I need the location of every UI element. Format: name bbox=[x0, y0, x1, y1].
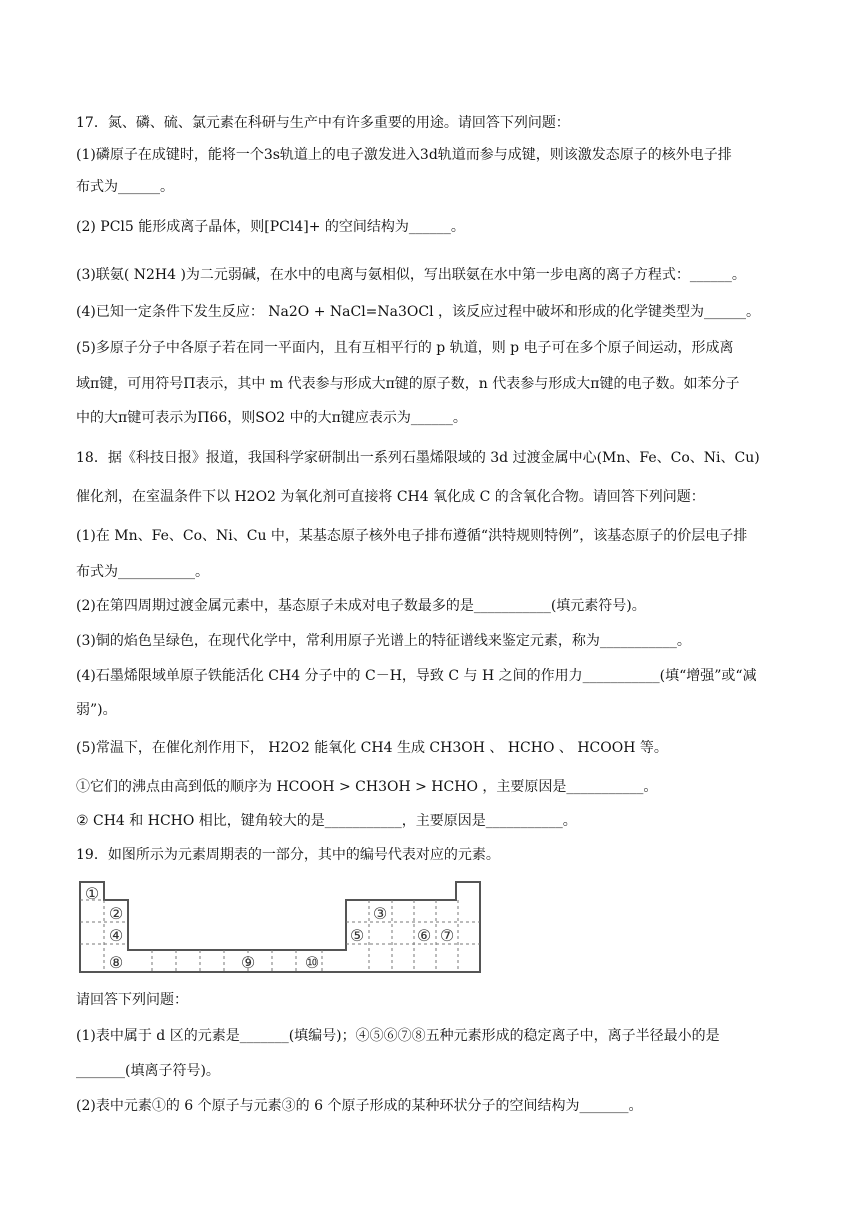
q19-intro: 请回答下列问题： bbox=[76, 992, 188, 1008]
q17-part5-line3: 中的大π键可表示为Π66，则SO2 中的大π键应表示为______。 bbox=[76, 410, 467, 426]
q18-part5-sub1: ①它们的沸点由高到低的顺序为 HCOOH > CH3OH > HCHO ，主要原因是___________。 bbox=[76, 779, 658, 795]
element-label-6: ⑥ bbox=[416, 926, 432, 945]
q17-part2: (2) PCl5 能形成离子晶体，则[PCl4]+ 的空间结构为______。 bbox=[76, 219, 465, 235]
element-label-2: ② bbox=[108, 904, 124, 923]
element-label-7: ⑦ bbox=[439, 926, 455, 945]
q18-part4-line1: (4)石墨烯限域单原子铁能活化 CH4 分子中的 C－H，导致 C 与 H 之间的作用力___________(填“增强”或“减 bbox=[76, 668, 757, 684]
q18-stem-line2: 催化剂，在室温条件下以 H2O2 为氧化剂可直接将 CH4 氧化成 C 的含氧化合物。请回答下列问题： bbox=[76, 489, 705, 505]
q18-part4-line2: 弱”)。 bbox=[76, 702, 117, 718]
q17-stem: 17．氮、磷、硫、氯元素在科研与生产中有许多重要的用途。请回答下列问题： bbox=[76, 115, 570, 131]
q18-part2: (2)在第四周期过渡金属元素中，基态原子未成对电子数最多的是___________(填元素符号)。 bbox=[76, 598, 646, 614]
q17-part3: (3)联氨( N2H4 )为二元弱碱，在水中的电离与氨相似，写出联氨在水中第一步电离的离子方程式：______。 bbox=[76, 267, 746, 283]
element-label-1: ① bbox=[84, 884, 100, 903]
q18-part1-line1: (1)在 Mn、Fe、Co、Ni、Cu 中，某基态原子核外电子排布遵循“洪特规则特例”，该基态原子的价层电子排 bbox=[76, 528, 748, 544]
element-label-10: ⑩ bbox=[304, 953, 320, 972]
element-label-9: ⑨ bbox=[240, 953, 256, 972]
q19-stem: 19．如图所示为元素周期表的一部分，其中的编号代表对应的元素。 bbox=[76, 847, 500, 863]
element-label-5: ⑤ bbox=[349, 926, 365, 945]
q17-part5-line1: (5)多原子分子中各原子若在同一平面内，且有互相平行的 p 轨道，则 p 电子可在多个原子间运动，形成离 bbox=[76, 340, 734, 356]
q17-part1-line2: 布式为______。 bbox=[76, 179, 174, 195]
q17-part1-line1: (1)磷原子在成键时，能将一个3s轨道上的电子激发进入3d轨道而参与成键，则该激发态原子的核外电子排 bbox=[76, 147, 732, 163]
periodic-table-fragment bbox=[76, 880, 488, 976]
q18-stem-line1: 18．据《科技日报》报道，我国科学家研制出一系列石墨烯限域的 3d 过渡金属中心(Mn、Fe、Co、Ni、Cu) bbox=[76, 450, 760, 466]
q18-part5: (5)常温下，在催化剂作用下， H2O2 能氧化 CH4 生成 CH3OH 、 HCHO 、 HCOOH 等。 bbox=[76, 740, 668, 756]
q18-part1-line2: 布式为___________。 bbox=[76, 564, 209, 580]
element-label-8: ⑧ bbox=[108, 953, 124, 972]
q17-part5-line2: 域π键，可用符号Π表示，其中 m 代表参与形成大π键的原子数，n 代表参与形成大π键的电子数。如苯分子 bbox=[76, 376, 740, 392]
element-label-4: ④ bbox=[108, 926, 124, 945]
q19-part1-line2: _______(填离子符号)。 bbox=[76, 1063, 220, 1079]
q17-part4: (4)已知一定条件下发生反应： Na2O + NaCl=Na3OCl ，该反应过程中破坏和形成的化学键类型为______。 bbox=[76, 304, 761, 320]
q19-part2: (2)表中元素①的 6 个原子与元素③的 6 个原子形成的某种环状分子的空间结构为_______。 bbox=[76, 1098, 643, 1114]
element-label-3: ③ bbox=[372, 904, 388, 923]
q18-part5-sub2: ② CH4 和 HCHO 相比，键角较大的是___________，主要原因是___________。 bbox=[76, 813, 577, 829]
q18-part3: (3)铜的焰色呈绿色，在现代化学中，常利用原子光谱上的特征谱线来鉴定元素，称为___________。 bbox=[76, 633, 691, 649]
q19-part1-line1: (1)表中属于 d 区的元素是_______(填编号)；④⑤⑥⑦⑧五种元素形成的稳定离子中，离子半径最小的是 bbox=[76, 1028, 720, 1044]
